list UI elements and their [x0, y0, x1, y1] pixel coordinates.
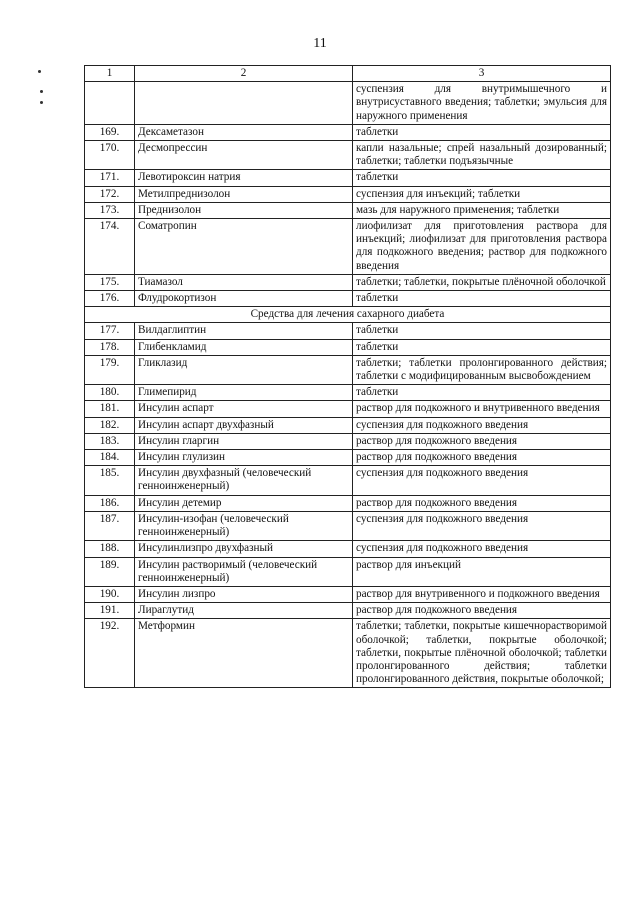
drug-name: Левотироксин натрия — [135, 170, 353, 186]
dosage-form: капли назальные; спрей назальный дозированный; таблетки; таблетки подъязычные — [353, 141, 611, 170]
drug-name: Тиамазол — [135, 274, 353, 290]
table-row — [85, 541, 611, 557]
drug-name: Флудрокортизон — [135, 291, 353, 307]
dosage-form: таблетки — [353, 385, 611, 401]
header-row — [85, 66, 611, 82]
drug-name: Инсулин глулизин — [135, 450, 353, 466]
table-row — [85, 323, 611, 339]
row-number: 176. — [85, 291, 135, 307]
table-row — [85, 417, 611, 433]
continuation-row — [85, 82, 611, 125]
drug-name: Глимепирид — [135, 385, 353, 401]
dosage-form: суспензия для подкожного введения — [353, 511, 611, 540]
row-number — [85, 82, 135, 125]
scan-mark — [40, 90, 43, 93]
table-row — [85, 586, 611, 602]
dosage-form: раствор для инъекций — [353, 557, 611, 586]
drug-name: Глибенкламид — [135, 339, 353, 355]
dosage-form: таблетки — [353, 323, 611, 339]
column-header: 1 — [85, 66, 135, 82]
row-number: 174. — [85, 219, 135, 275]
dosage-form: таблетки; таблетки пролонгированного действия; таблетки с модифицированным высвобождением — [353, 355, 611, 384]
table-row — [85, 495, 611, 511]
table-row — [85, 141, 611, 170]
table-row — [85, 202, 611, 218]
dosage-form: таблетки — [353, 124, 611, 140]
dosage-form: суспензия для подкожного введения — [353, 466, 611, 495]
section-heading: Средства для лечения сахарного диабета — [85, 307, 611, 323]
table-row — [85, 557, 611, 586]
column-header: 2 — [135, 66, 353, 82]
dosage-form: суспензия для инъекций; таблетки — [353, 186, 611, 202]
row-number: 180. — [85, 385, 135, 401]
table-row — [85, 186, 611, 202]
drug-name: Гликлазид — [135, 355, 353, 384]
dosage-form: суспензия для внутримышечного и внутрисуставного введения; таблетки; эмульсия для наружного применения — [353, 82, 611, 125]
dosage-form: лиофилизат для приготовления раствора для инъекций; лиофилизат для приготовления раствора для подкожного введения; раствор для подкожного введения — [353, 219, 611, 275]
drug-table — [84, 65, 611, 688]
dosage-form: таблетки; таблетки, покрытые плёночной оболочкой — [353, 274, 611, 290]
column-header: 3 — [353, 66, 611, 82]
dosage-form: раствор для подкожного введения — [353, 433, 611, 449]
row-number: 182. — [85, 417, 135, 433]
row-number: 189. — [85, 557, 135, 586]
row-number: 184. — [85, 450, 135, 466]
table-row — [85, 401, 611, 417]
dosage-form: мазь для наружного применения; таблетки — [353, 202, 611, 218]
row-number: 181. — [85, 401, 135, 417]
row-number: 172. — [85, 186, 135, 202]
table-row — [85, 603, 611, 619]
drug-name: Инсулин гларгин — [135, 433, 353, 449]
table-row — [85, 433, 611, 449]
dosage-form: раствор для подкожного и внутривенного введения — [353, 401, 611, 417]
table-row — [85, 170, 611, 186]
dosage-form: суспензия для подкожного введения — [353, 541, 611, 557]
table-row — [85, 385, 611, 401]
scan-mark — [40, 101, 43, 104]
dosage-form: таблетки — [353, 291, 611, 307]
table-row — [85, 291, 611, 307]
row-number: 190. — [85, 586, 135, 602]
drug-name: Лираглутид — [135, 603, 353, 619]
row-number: 173. — [85, 202, 135, 218]
row-number: 187. — [85, 511, 135, 540]
row-number: 191. — [85, 603, 135, 619]
table-row — [85, 339, 611, 355]
drug-name: Инсулин лизпро — [135, 586, 353, 602]
drug-name: Соматропин — [135, 219, 353, 275]
dosage-form: таблетки — [353, 339, 611, 355]
drug-name: Метилпреднизолон — [135, 186, 353, 202]
drug-name: Инсулин двухфазный (человеческий генноинженерный) — [135, 466, 353, 495]
drug-name: Инсулин детемир — [135, 495, 353, 511]
row-number: 179. — [85, 355, 135, 384]
section-heading-row — [85, 307, 611, 323]
row-number: 183. — [85, 433, 135, 449]
drug-name: Преднизолон — [135, 202, 353, 218]
row-number: 186. — [85, 495, 135, 511]
table-row — [85, 124, 611, 140]
page-number: 11 — [313, 36, 327, 51]
drug-name: Дексаметазон — [135, 124, 353, 140]
row-number: 178. — [85, 339, 135, 355]
table-row — [85, 355, 611, 384]
dosage-form: таблетки — [353, 170, 611, 186]
dosage-form: раствор для подкожного введения — [353, 495, 611, 511]
dosage-form: раствор для подкожного введения — [353, 450, 611, 466]
row-number: 170. — [85, 141, 135, 170]
table-row — [85, 511, 611, 540]
drug-name — [135, 82, 353, 125]
table-row — [85, 450, 611, 466]
drug-name: Вилдаглиптин — [135, 323, 353, 339]
table-row — [85, 466, 611, 495]
row-number: 169. — [85, 124, 135, 140]
drug-name: Инсулин растворимый (человеческий генноинженерный) — [135, 557, 353, 586]
row-number: 171. — [85, 170, 135, 186]
dosage-form: раствор для подкожного введения — [353, 603, 611, 619]
dosage-form: суспензия для подкожного введения — [353, 417, 611, 433]
row-number: 177. — [85, 323, 135, 339]
drug-name: Метформин — [135, 619, 353, 688]
table-row — [85, 219, 611, 275]
table-row — [85, 619, 611, 688]
dosage-form: раствор для внутривенного и подкожного введения — [353, 586, 611, 602]
dosage-form: таблетки; таблетки, покрытые кишечнорастворимой оболочкой; таблетки, покрытые оболочкой; таблетки, покрытые плёночной оболочкой; таблетки пролонгированного действия; таблетки пролонгированного действия, покрытые оболочкой; — [353, 619, 611, 688]
row-number: 188. — [85, 541, 135, 557]
row-number: 185. — [85, 466, 135, 495]
row-number: 175. — [85, 274, 135, 290]
drug-name: Инсулинлизпро двухфазный — [135, 541, 353, 557]
drug-name: Инсулин аспарт двухфазный — [135, 417, 353, 433]
table-row — [85, 274, 611, 290]
drug-name: Десмопрессин — [135, 141, 353, 170]
row-number: 192. — [85, 619, 135, 688]
drug-name: Инсулин-изофан (человеческий генноинженерный) — [135, 511, 353, 540]
drug-name: Инсулин аспарт — [135, 401, 353, 417]
scan-mark — [38, 70, 41, 73]
